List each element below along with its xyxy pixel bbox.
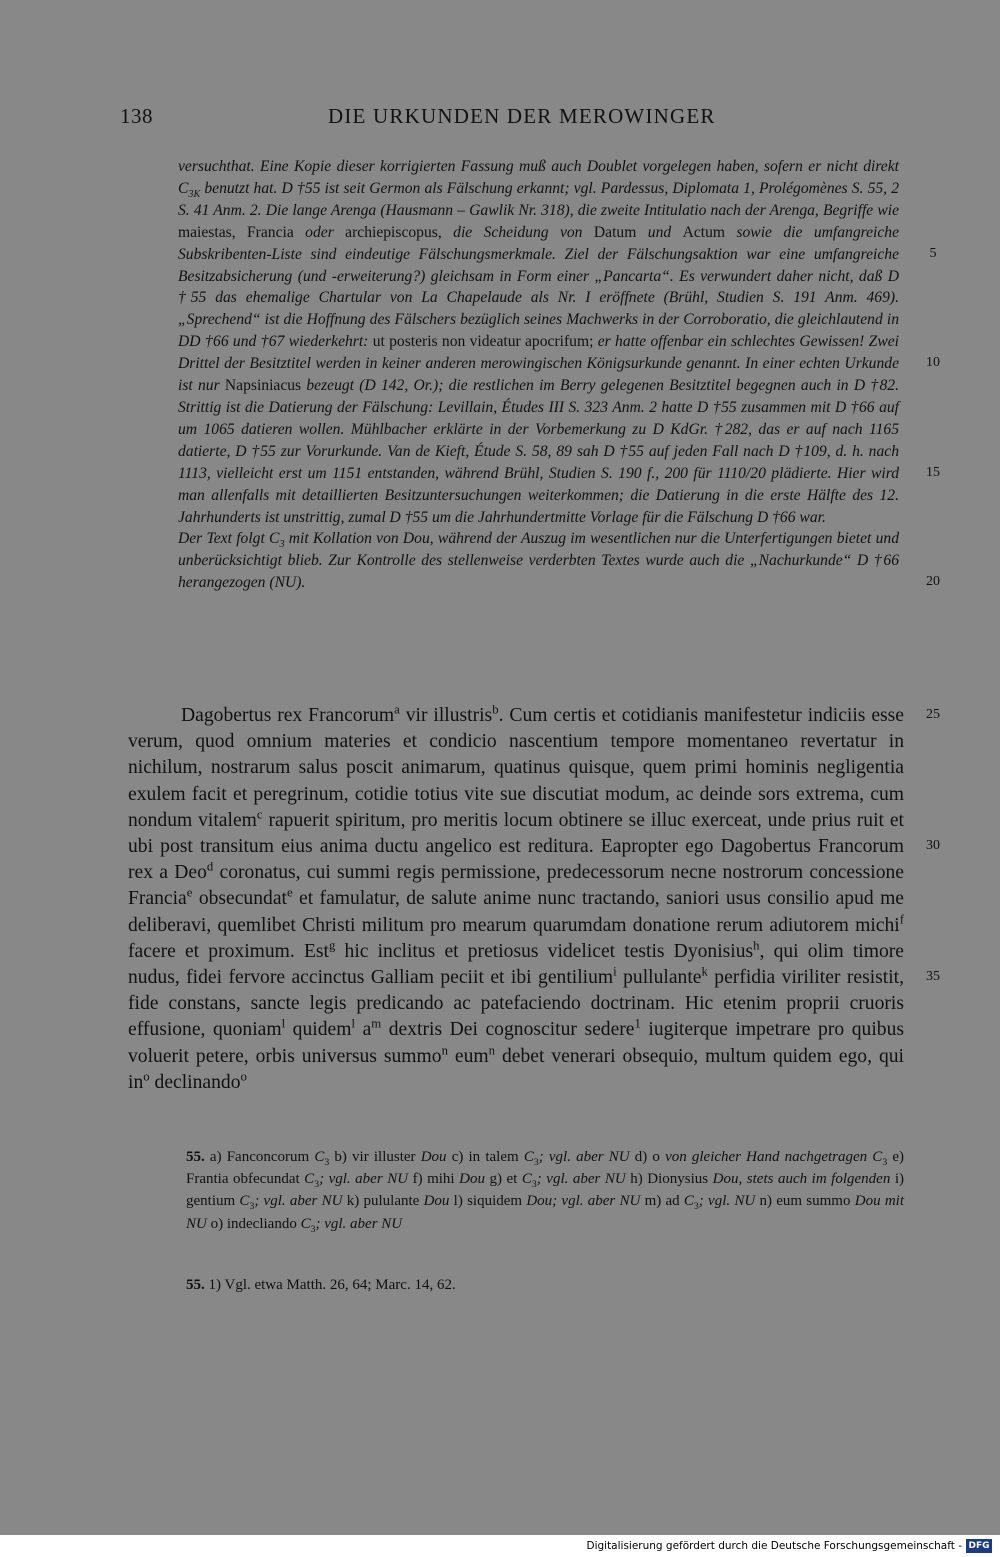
italic-text: C <box>304 1171 315 1188</box>
text-run: bezeugt (D 142, Or.); die restlichen im Berry gelegenen Besitztitel begegnen auch in D †82. Strittig ist die Datierung der Fälschung: Levillain, Études III S. 323 Anm. 2 hatte D †55 zusammen mit D †66 auf um 1065 datieren wollen. Mühlbacher erklärte in der Vorbemerkung zu D KdGr. †282, das er auf nach 1165 datierte, D †55 zur Vorurkunde. Van de Kieft, Étude S. 58, 89 sah D †55 auf jeden Fall nach D †109, d. h. nach 1113, vielleicht erst um 1151 entstanden, während Brühl, Studien S. 190 f., 200 für 1110/20 plädierte. Hier wird man allenfalls mit detaillierten Besitzuntersuchungen weiterkommen; die Datierung in die erste Hälfte des 12. Jahrhunderts ist unstrittig, zumal D †55 um die Jahrhundertmitte Vorlage für die Fälschung D †66 war. <box>178 377 899 526</box>
text-run: et famulatur, de salute anime nunc tractando, saniori usus consilio apud me deliberavi, quemlibet Christi militum pro mearum quarumdam donatione rerum adiutorem michi <box>128 888 905 936</box>
text-run: n) eum summo <box>755 1193 855 1210</box>
entry-number: 55. <box>186 1149 205 1165</box>
page-number: 138 <box>120 104 153 128</box>
italic-text: Dou <box>423 1193 450 1210</box>
italic-text: Vgl. etwa Matth. 26, 64; Marc. 14, 62. <box>224 1277 456 1293</box>
italic-text: Dou, stets auch im folgenden <box>712 1171 891 1188</box>
text-run: d) o <box>629 1149 666 1165</box>
italic-text: ; vgl. NU <box>698 1193 756 1210</box>
quoted-latin: Datum <box>593 223 637 241</box>
subscript: 3 <box>324 1157 330 1168</box>
subscript: 3K <box>188 189 201 201</box>
footnote-marker: b <box>492 702 499 717</box>
footnote-marker: 1 <box>634 1016 641 1031</box>
quoted-latin: Actum <box>682 223 726 241</box>
text-run: . Cum certis et cotidianis manifestetur indiciis esse verum, quod omnium materies et condicio nascentium tempore momentaneo revertatur in nichilum, nostrarum salus poscit animarum, quatinus quisque, quem primi hominis negligentia exulem facit et peregrinum, cotidie totius vite sue discutiat modum, ac deinde sors extrema, cum nondum vitalem <box>128 705 904 831</box>
entry-number: 55. <box>186 1277 205 1293</box>
footnote-marker: d <box>206 859 214 874</box>
footnote-marker: m <box>371 1016 382 1031</box>
text-run: o) indecliando <box>206 1215 301 1232</box>
line-number: 25 <box>926 707 940 722</box>
footnote-marker: g <box>329 938 336 953</box>
footnote-marker: f <box>899 912 904 927</box>
text-run: Der Text folgt C <box>178 530 280 548</box>
footnote-marker: c <box>256 807 263 822</box>
line-number: 35 <box>926 969 940 984</box>
text-run: quidem <box>285 1019 352 1041</box>
text-run: e) Frantia obfecundat <box>186 1149 904 1188</box>
text-run: a <box>355 1019 372 1041</box>
footnote-marker: e <box>286 885 293 900</box>
italic-text: ; vgl. aber NU <box>536 1171 626 1188</box>
italic-text: C <box>314 1149 325 1165</box>
italic-text: ; vgl. aber NU <box>538 1149 630 1165</box>
italic-text: von gleicher Hand nachgetragen C <box>665 1149 883 1165</box>
text-run: iugiterque impetrare pro quibus voluerit petere, orbis universus summo <box>128 1019 904 1067</box>
quoted-latin: Napsiniacus <box>224 377 302 395</box>
charter-text <box>128 703 904 1096</box>
text-run: c) in talem <box>446 1149 524 1165</box>
line-number: 15 <box>926 465 940 480</box>
italic-text: C <box>239 1193 250 1210</box>
italic-text: ; vgl. aber NU <box>254 1193 343 1210</box>
text-run: benutzt hat. D †55 ist seit Germon als Fälschung erkannt; vgl. Pardessus, Diplomata 1, Prolégomènes S. 55, 2 S. 41 Anm. 2. Die lange Arenga (Hausmann – Gawlik Nr. 318), die zweite Intitulatio nach der Arenga, Begriffe wie <box>178 179 899 219</box>
text-run: mit Kollation von Dou, während der Auszug im wesentlichen nur die Unterfertigungen bietet und unberücksichtigt blieb. Zur Kontrolle des stellenweise verderbten Textes wurde auch die „Nachurkunde“ D †66 herangezogen (NU). <box>178 530 899 592</box>
funding-notice: Digitalisierung gefördert durch die Deutsche Forschungsgemeinschaft - <box>586 1540 962 1552</box>
line-number: 20 <box>926 574 940 589</box>
text-run: facere et proximum. Est <box>128 940 329 962</box>
running-title: DIE URKUNDEN DER MEROWINGER <box>328 104 716 128</box>
critical-apparatus <box>186 1146 904 1235</box>
subscript: 3 <box>882 1157 888 1168</box>
subscript: 3 <box>279 539 285 551</box>
quoted-latin: ut posteris non videatur apocrifum; <box>372 333 594 351</box>
text-run: die Scheidung von <box>441 223 594 241</box>
italic-text: Dou mit NU <box>186 1193 904 1232</box>
text-run: declinando <box>149 1071 241 1093</box>
italic-text: C <box>683 1193 694 1210</box>
line-number: 10 <box>926 355 940 370</box>
text-run: f) mihi <box>408 1171 460 1188</box>
footnote-marker: l <box>351 1016 356 1031</box>
line-number: 30 <box>926 838 940 853</box>
italic-text: C <box>521 1171 532 1188</box>
source-footnote <box>186 1274 904 1296</box>
page-footer <box>0 1536 1000 1557</box>
text-run: 1) <box>204 1277 225 1293</box>
quoted-latin: maiestas, Francia <box>178 223 294 241</box>
text-run: k) pululante <box>342 1193 424 1210</box>
text-run: pullulante <box>616 967 702 989</box>
footnote-marker: l <box>281 1016 286 1031</box>
text-run: er hatte offenbar ein schlechtes Gewissen! Zwei Drittel der Besitztitel werden in keiner anderen merowingischen Königsurkunde genannt. In einer echten Urkunde ist nur <box>178 333 899 395</box>
italic-text: ; vgl. aber NU <box>319 1171 409 1188</box>
text-run: versuchthat. Eine Kopie dieser korrigierten Fassung muß auch Doublet vorgelegen haben, sofern er nicht direkt C <box>178 158 899 197</box>
subscript: 3 <box>249 1201 255 1213</box>
quoted-latin: archiepiscopus, <box>345 223 442 241</box>
text-run: i) gentium <box>186 1171 905 1210</box>
text-run: debet venerari obsequio, multum quidem ego, qui in <box>128 1045 904 1093</box>
footnote-marker: e <box>186 885 193 900</box>
subscript: 3 <box>533 1157 539 1168</box>
footnote-marker: o <box>240 1069 247 1084</box>
text-run: obsecundat <box>192 888 287 910</box>
text-run: hic inclitus et pretiosus videlicet testis Dyonisius <box>335 940 754 962</box>
dfg-logo: DFG <box>966 1539 992 1553</box>
subscript: 3 <box>314 1179 320 1191</box>
footnote-marker: n <box>488 1043 496 1058</box>
subscript: 3 <box>531 1179 537 1191</box>
italic-text: Dou; vgl. aber NU <box>526 1193 641 1210</box>
text-run: eum <box>447 1045 489 1067</box>
footnote-marker: k <box>701 964 708 979</box>
italic-text: C <box>523 1149 534 1165</box>
line-number: 5 <box>929 246 937 261</box>
text-run: rapuerit spiritum, pro meritis locum obtinere se illuc exerceat, unde prius ruit et ubi post transitum eius anima ductu angelico est reditura. Eapropter ego Dagobertus Francorum rex a Deo <box>128 809 904 884</box>
text-run: h) Dionysius <box>625 1171 713 1188</box>
footnote-marker: o <box>143 1069 150 1084</box>
text-run: oder <box>293 223 346 241</box>
italic-text: C <box>300 1215 311 1232</box>
charter-paragraph <box>128 703 904 1096</box>
text-run: m) ad <box>640 1193 684 1210</box>
text-run: b) vir illuster <box>329 1149 421 1165</box>
footnote-marker: i <box>613 964 617 979</box>
text-run: vir illustris <box>399 705 493 726</box>
italic-text: Dou <box>459 1171 485 1188</box>
italic-text: ; vgl. aber NU <box>315 1215 403 1232</box>
text-run: g) et <box>484 1171 522 1188</box>
footnote-marker: a <box>394 702 400 717</box>
text-run: coronatus, cui summi regis permissione, predecessorum necne nostrorum concessione Francia <box>128 862 905 910</box>
text-run: dextris Dei cognoscitur sedere <box>381 1019 635 1041</box>
editorial-note <box>178 156 899 594</box>
page-header <box>120 104 910 134</box>
subscript: 3 <box>310 1223 316 1235</box>
text-run: , qui olim timore nudus, fidei fervore accinctus Galliam peciit et ibi gentilium <box>128 940 904 989</box>
text-run: perfidia viriliter resistit, fide constans, sancte legis predicando ac patefaciendo doctrinam. Hic etenim proprii cruoris effusione, quoniam <box>128 967 904 1041</box>
text-run: a) Fanconcorum <box>204 1149 315 1165</box>
subscript: 3 <box>693 1201 699 1213</box>
footnote-marker: n <box>441 1043 448 1058</box>
text-run: Dagobertus rex Francorum <box>181 705 395 726</box>
text-run: und <box>636 223 683 241</box>
text-run: sowie die umfangreiche Subskribenten-Liste sind eindeutige Fälschungsmerkmale. Ziel der Fälschungsaktion war eine umfangreiche Besitzabsicherung (und -erweiterung?) gleichsam in Form einer „Pancarta“. Es verwundert daher nicht, daß D †55 das ehemalige Chartular von La Chapelaude als Nr. I eröffnete (Brühl, Studien S. 191 Anm. 469). „Sprechend“ ist die Hoffnung des Fälschers bezüglich seines Machwerks in der Corroboratio, die gleichlautend in DD †66 und †67 wiederkehrt: <box>178 223 899 351</box>
text-run: l) siquidem <box>449 1193 527 1210</box>
footnote-marker: h <box>753 938 760 953</box>
italic-text: Dou <box>420 1149 447 1165</box>
